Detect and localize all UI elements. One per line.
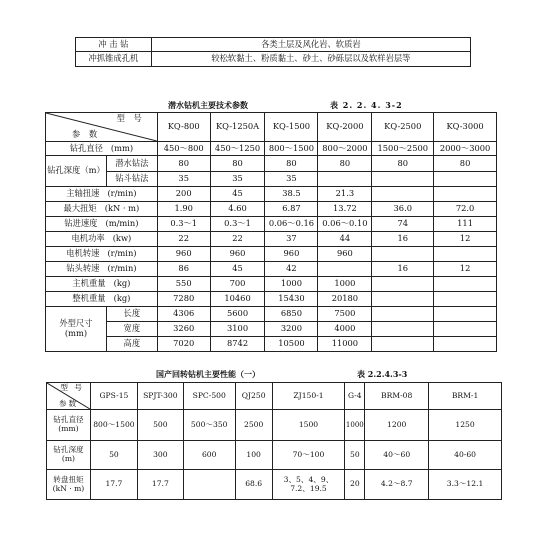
table3-title: 国产回转钻机主要性能（一） (156, 369, 260, 379)
table-cell: 转盘扭矩 (53, 474, 84, 484)
table-row (46, 142, 497, 156)
model-header: KQ-800 (157, 113, 210, 142)
sub-label: 钻斗钻法 (106, 172, 157, 187)
model-header: KQ-1500 (265, 113, 318, 142)
table3-number: 表 2.2.4.3-3 (357, 369, 408, 379)
row-label (47, 470, 91, 500)
model-header: QJ250 (235, 383, 272, 410)
table-cell (318, 262, 372, 277)
table-cell: 800～2000 (318, 142, 372, 156)
header-param-label: 参数 (59, 399, 79, 409)
table-cell: 45 (210, 187, 265, 202)
table-row (46, 247, 497, 262)
description-cell: 各类土层及风化岩、软质岩 (151, 38, 470, 52)
table-cell: 70～100 (272, 441, 345, 470)
table-row (46, 322, 497, 337)
table-cell: 40-60 (429, 441, 502, 470)
sub-label: 宽度 (106, 322, 157, 337)
table-cell: 17.7 (90, 470, 137, 500)
table-cell: 37 (265, 232, 318, 247)
table-cell (434, 277, 497, 292)
method-cell: 冲 击 钻 (76, 38, 152, 52)
table-cell: 500 (137, 410, 183, 441)
table-cell (434, 322, 497, 337)
table-cell (372, 337, 434, 352)
table-cell: 50 (90, 441, 137, 470)
table-cell: 电机转速 (66, 248, 100, 259)
table-cell: 86 (157, 262, 210, 277)
table-cell: 11000 (318, 337, 372, 352)
table-cell (318, 172, 372, 187)
description-cell: 较松软黏土、粉质黏土、砂土、砂砾层以及软样岩层等 (151, 52, 470, 67)
model-header: G-4 (345, 383, 365, 410)
table-row (46, 187, 497, 202)
model-header: KQ-2500 (372, 113, 434, 142)
model-header: SPJT-300 (137, 383, 183, 410)
table-cell: 2500 (235, 410, 272, 441)
table-cell: 16 (372, 262, 434, 277)
table-cell: 1000 (345, 410, 365, 441)
table-cell: (m) (61, 454, 76, 463)
row-label (46, 247, 158, 262)
table-cell: (kN · m) (52, 483, 85, 493)
table-cell: 最大扭矩 (63, 203, 97, 214)
table-cell (372, 172, 434, 187)
table-cell: 3200 (265, 322, 318, 337)
table-cell: 7280 (157, 292, 210, 307)
table-cell: 1250 (429, 410, 502, 441)
table-cell: (m/min) (105, 218, 139, 229)
table-cell: 600 (183, 441, 235, 470)
table-cell (434, 307, 497, 322)
sub-label: 长度 (106, 307, 157, 322)
table-cell: 1000 (318, 277, 372, 292)
table-cell: (mm) (110, 142, 134, 153)
table-cell: 1200 (365, 410, 429, 441)
table-cell: 450～800 (157, 142, 210, 156)
table-cell: 钻头转速 (66, 263, 100, 274)
table-cell: 2000～3000 (434, 142, 497, 156)
table-cell: 6.87 (265, 202, 318, 217)
table-cell: 960 (157, 247, 210, 262)
table-cell (183, 470, 235, 500)
table-cell (434, 187, 497, 202)
table-cell (372, 187, 434, 202)
table-cell: 整机重量 (72, 293, 106, 304)
header-diagonal-cell (46, 113, 158, 142)
table-cell: 钻孔直径 (53, 415, 84, 425)
drilling-method-table (75, 37, 471, 67)
table-cell: 7020 (157, 337, 210, 352)
table-cell: 0.06～0.16 (265, 217, 318, 232)
table-cell: (r/min) (107, 188, 137, 199)
table-cell: 45 (210, 262, 265, 277)
table-cell (372, 322, 434, 337)
table-cell: 800～1500 (90, 410, 137, 441)
table-cell: 3、5、4、9、7.2、19.5 (272, 470, 345, 500)
table-cell: 4306 (157, 307, 210, 322)
row-label (47, 441, 91, 470)
table-row (46, 217, 497, 232)
table-row (46, 262, 497, 277)
table-cell: (r/min) (107, 263, 137, 274)
table-cell: 3100 (210, 322, 265, 337)
row-label (46, 202, 158, 217)
table-cell: 钻孔直径 (69, 142, 103, 153)
table-cell: 主机重量 (72, 278, 106, 289)
table-row (47, 410, 502, 441)
table-row (46, 172, 497, 187)
table-cell: (kN · m) (104, 203, 140, 214)
table-cell: (r/min) (107, 248, 137, 259)
table-cell: 80 (210, 156, 265, 172)
table-cell: 1000 (265, 277, 318, 292)
table-cell: 35 (157, 172, 210, 187)
table-row (46, 232, 497, 247)
table-cell: 20180 (318, 292, 372, 307)
row-label (47, 410, 91, 441)
model-header: KQ-2000 (318, 113, 372, 142)
table-cell: 111 (434, 217, 497, 232)
row-label (46, 292, 158, 307)
header-model-label: 型 号 (60, 383, 84, 392)
table-cell (372, 277, 434, 292)
table-cell: 电机功率 (71, 233, 105, 244)
table-cell: (mm) (64, 328, 88, 338)
table-cell: 22 (157, 232, 210, 247)
table-cell: 3.3～12.1 (429, 470, 502, 500)
table-cell: 550 (157, 277, 210, 292)
table2-number: 表 2. 2. 4. 3-2 (330, 100, 403, 110)
table-cell (434, 247, 497, 262)
table-cell: 80 (265, 156, 318, 172)
table-cell: 700 (210, 277, 265, 292)
table-cell: 36.0 (372, 202, 434, 217)
table-cell: 800～1500 (265, 142, 318, 156)
table-cell: 钻进速度 (64, 218, 98, 229)
table-cell: 3260 (157, 322, 210, 337)
table-cell: 960 (210, 247, 265, 262)
table-cell: 10460 (210, 292, 265, 307)
table-cell: 22 (210, 232, 265, 247)
table-cell: 38.5 (265, 187, 318, 202)
table-cell: 80 (372, 156, 434, 172)
table-cell: 960 (318, 247, 372, 262)
table-cell: 4000 (318, 322, 372, 337)
header-row (46, 113, 497, 142)
model-header: GPS-15 (90, 383, 137, 410)
table-row (76, 38, 471, 52)
row-label (46, 232, 158, 247)
table-cell: (kg) (113, 293, 131, 304)
row-label (46, 142, 158, 156)
sub-label: 高度 (106, 337, 157, 352)
table2-title: 潜水钻机主要技术参数 (168, 100, 248, 110)
table-cell (372, 307, 434, 322)
table-cell (372, 292, 434, 307)
table-cell: (kg) (113, 278, 131, 289)
table-cell: 960 (265, 247, 318, 262)
table-cell: 72.0 (434, 202, 497, 217)
table-cell: 80 (434, 156, 497, 172)
table-row (47, 470, 502, 500)
model-header: SPC-500 (183, 383, 235, 410)
table-cell: 主轴扭速 (66, 188, 100, 199)
table-cell: 4.60 (210, 202, 265, 217)
table-cell: 80 (157, 156, 210, 172)
table-cell: 8742 (210, 337, 265, 352)
row-label (46, 187, 158, 202)
header-model-label: 型 号 (116, 113, 145, 123)
table-row (76, 52, 471, 67)
header-diagonal-cell (47, 383, 91, 410)
model-header: BRM-08 (365, 383, 429, 410)
table-cell (434, 172, 497, 187)
rotary-drill-table (46, 382, 502, 500)
table-cell: 44 (318, 232, 372, 247)
model-header: ZJ150-1 (272, 383, 345, 410)
table-cell: 42 (265, 262, 318, 277)
table-cell: 钻孔深度 (53, 445, 84, 455)
table-row (46, 277, 497, 292)
method-cell: 冲抓锥成孔机 (76, 52, 152, 67)
model-header: KQ-3000 (434, 113, 497, 142)
table-cell: 200 (157, 187, 210, 202)
row-label (46, 307, 107, 352)
header-row (47, 383, 502, 410)
table-cell: 13.72 (318, 202, 372, 217)
table-cell: 450～1250 (210, 142, 265, 156)
table-cell: 35 (210, 172, 265, 187)
table-row (46, 156, 497, 172)
table-cell: 1500～2500 (372, 142, 434, 156)
table-cell: 100 (235, 441, 272, 470)
table-cell: 7500 (318, 307, 372, 322)
table-cell (372, 247, 434, 262)
table-cell: 21.3 (318, 187, 372, 202)
table-cell: 12 (434, 262, 497, 277)
header-param-label: 参 数 (72, 129, 101, 140)
table-cell: 40～60 (365, 441, 429, 470)
table-row (46, 292, 497, 307)
table-cell: 20 (345, 470, 365, 500)
row-label (46, 262, 158, 277)
table-cell: 10500 (265, 337, 318, 352)
table-row (46, 307, 497, 322)
table-cell: 4.2～8.7 (365, 470, 429, 500)
table-cell: 0.3～1 (210, 217, 265, 232)
table-cell: 0.3～1 (157, 217, 210, 232)
table-row (46, 202, 497, 217)
table-row (47, 441, 502, 470)
table-cell: 15430 (265, 292, 318, 307)
table-cell: (mm) (58, 424, 79, 433)
table-cell (434, 337, 497, 352)
table-cell: 68.6 (235, 470, 272, 500)
submersible-drill-table (45, 112, 497, 352)
table-cell: 6850 (265, 307, 318, 322)
table-cell: 300 (137, 441, 183, 470)
table-cell: 12 (434, 232, 497, 247)
table-cell: 500～350 (183, 410, 235, 441)
table-cell: 50 (345, 441, 365, 470)
row-label (46, 277, 158, 292)
table-cell: (kw) (112, 233, 132, 244)
row-label: 钻孔深度（m） (46, 156, 107, 187)
table-cell: 35 (265, 172, 318, 187)
table-cell: 5600 (210, 307, 265, 322)
sub-label: 潜水钻法 (106, 156, 157, 172)
table-cell: 80 (318, 156, 372, 172)
table-cell: 17.7 (137, 470, 183, 500)
table-cell: 0.06～0.10 (318, 217, 372, 232)
table-cell: 1500 (272, 410, 345, 441)
table-cell: 外型尺寸 (59, 318, 93, 329)
model-header: BRM-1 (429, 383, 502, 410)
table-row (46, 337, 497, 352)
model-header: KQ-1250A (210, 113, 265, 142)
table-cell: 1.90 (157, 202, 210, 217)
row-label (46, 217, 158, 232)
table-cell: 74 (372, 217, 434, 232)
table-cell: 16 (372, 232, 434, 247)
table-cell (434, 292, 497, 307)
